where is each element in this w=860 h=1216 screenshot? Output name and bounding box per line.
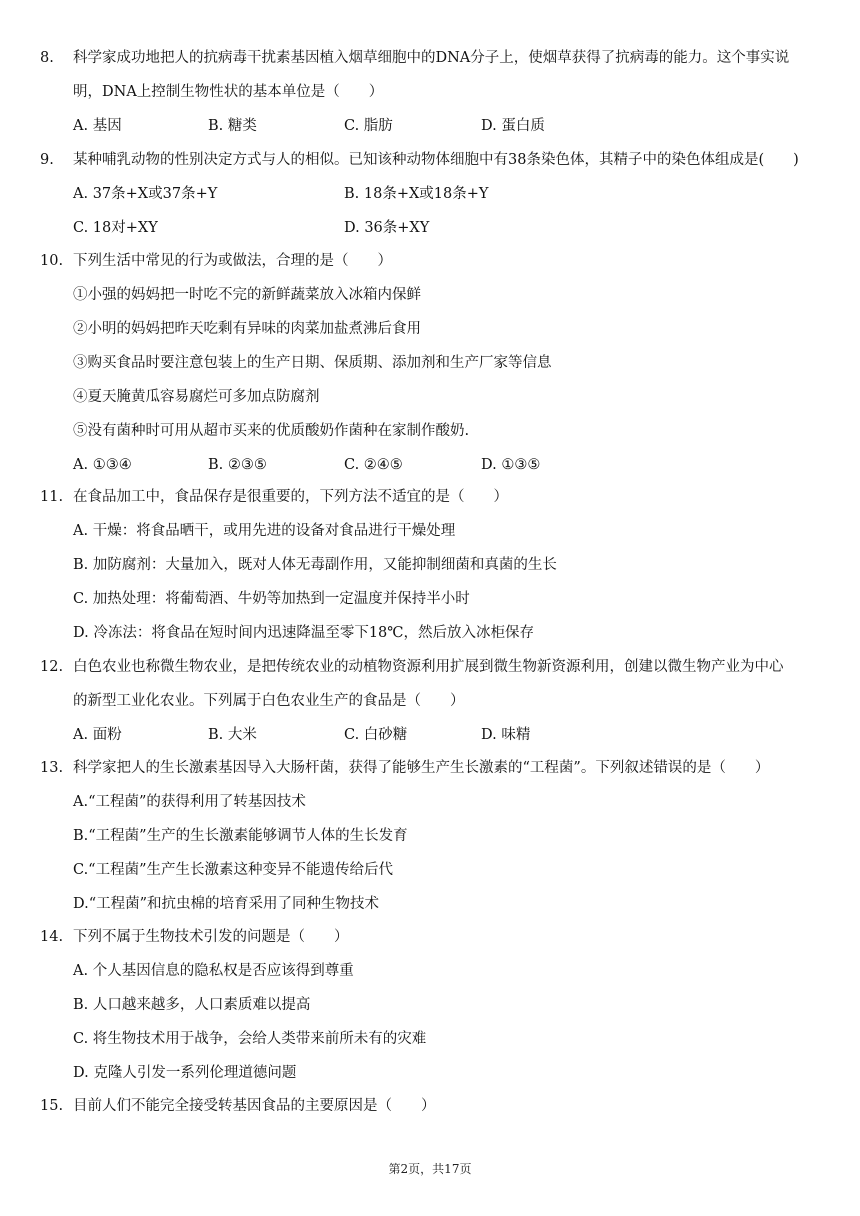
question-stem — [73, 41, 830, 109]
option-b: B. 加防腐剂：大量加入，既对人体无毒副作用，又能抑制细菌和真菌的生长 — [73, 557, 557, 573]
stem-line: 科学家把人的生长激素基因导入大肠杆菌，获得了能够生产生长激素的“工程菌”。下列叙述错误的是（ ） — [73, 760, 770, 776]
question-stem — [73, 143, 830, 177]
question-stem — [73, 244, 830, 448]
option-c: C. 将生物技术用于战争，会给人类带来前所未有的灾难 — [73, 1031, 427, 1047]
question-12 — [40, 650, 830, 752]
option-d: D. 冷冻法：将食品在短时间内迅速降温至零下18℃，然后放入冰柜保存 — [73, 625, 534, 641]
option-c: C. 白砂糖 — [344, 727, 408, 743]
options-row — [73, 448, 830, 482]
question-stem — [73, 751, 830, 785]
question-number: 11. — [40, 489, 64, 505]
question-stem — [73, 1089, 830, 1123]
option-c: C.“工程菌”生产生长激素这种变异不能遗传给后代 — [73, 862, 394, 878]
statement-2: ②小明的妈妈把昨天吃剩有异味的肉菜加盐煮沸后食用 — [73, 321, 421, 337]
question-10 — [40, 244, 830, 482]
option-a: A. ①③④ — [73, 457, 132, 473]
question-number: 9. — [40, 152, 54, 168]
statement-5: ⑤没有菌种时可用从超市买来的优质酸奶作菌种在家制作酸奶. — [73, 423, 470, 439]
option-c: C. 18对+XY — [73, 220, 158, 236]
option-a: A. 37条+X或37条+Y — [73, 186, 218, 202]
question-11 — [40, 480, 830, 650]
statement-4: ④夏天腌黄瓜容易腐烂可多加点防腐剂 — [73, 389, 320, 405]
stem-line: 下列生活中常见的行为或做法，合理的是（ ） — [73, 253, 392, 269]
stem-line: 明，DNA上控制生物性状的基本单位是（ ） — [73, 84, 384, 100]
question-number: 10. — [40, 253, 64, 269]
question-number: 13. — [40, 760, 64, 776]
stem-line: 在食品加工中，食品保存是很重要的，下列方法不适宜的是（ ） — [73, 489, 508, 505]
stem-line: 白色农业也称微生物农业，是把传统农业的动植物资源利用扩展到微生物新资源利用，创建以微生物产业为中心 — [73, 659, 784, 675]
question-14 — [40, 920, 830, 1090]
option-b: B. 大米 — [208, 727, 257, 743]
question-stem — [73, 920, 830, 954]
question-13 — [40, 751, 830, 921]
option-b: B. 人口越来越多，人口素质难以提高 — [73, 997, 311, 1013]
stem-line: 的新型工业化农业。下列属于白色农业生产的食品是（ ） — [73, 693, 465, 709]
options-row — [73, 109, 830, 143]
option-c: C. 加热处理：将葡萄酒、牛奶等加热到一定温度并保持半小时 — [73, 591, 470, 607]
stem-line: 下列不属于生物技术引发的问题是（ ） — [73, 929, 349, 945]
question-number: 8. — [40, 50, 54, 66]
option-b: B.“工程菌”生产的生长激素能够调节人体的生长发育 — [73, 828, 408, 844]
question-9 — [40, 143, 830, 245]
stem-line: 某种哺乳动物的性别决定方式与人的相似。已知该种动物体细胞中有38条染色体，其精子中的染色体组成是( ) — [73, 152, 799, 168]
option-a: A. 面粉 — [73, 727, 122, 743]
question-number: 12. — [40, 659, 64, 675]
option-b: B. ②③⑤ — [208, 457, 267, 473]
question-8 — [40, 41, 830, 143]
stem-line: 目前人们不能完全接受转基因食品的主要原因是（ ） — [73, 1098, 436, 1114]
option-b: B. 糖类 — [208, 118, 257, 134]
options-row — [73, 211, 830, 245]
option-d: D. 36条+XY — [344, 220, 430, 236]
option-d: D. 蛋白质 — [481, 118, 545, 134]
options-row — [73, 177, 830, 211]
option-c: C. 脂肪 — [344, 118, 393, 134]
question-number: 14. — [40, 929, 64, 945]
option-d: D.“工程菌”和抗虫棉的培育采用了同种生物技术 — [73, 896, 380, 912]
statement-3: ③购买食品时要注意包装上的生产日期、保质期、添加剂和生产厂家等信息 — [73, 355, 552, 371]
option-d: D. ①③⑤ — [481, 457, 541, 473]
question-stem — [73, 650, 830, 718]
question-number: 15. — [40, 1098, 64, 1114]
option-c: C. ②④⑤ — [344, 457, 403, 473]
option-a: A. 基因 — [73, 118, 122, 134]
option-b: B. 18条+X或18条+Y — [344, 186, 489, 202]
option-a: A. 个人基因信息的隐私权是否应该得到尊重 — [73, 963, 354, 979]
page-footer: 第2页，共17页 — [388, 1162, 472, 1176]
option-d: D. 克隆人引发一系列伦理道德问题 — [73, 1065, 297, 1081]
option-a: A. 干燥：将食品晒干，或用先进的设备对食品进行干燥处理 — [73, 523, 456, 539]
option-a: A.“工程菌”的获得利用了转基因技术 — [73, 794, 306, 810]
stem-line: 科学家成功地把人的抗病毒干扰素基因植入烟草细胞中的DNA分子上，使烟草获得了抗病毒的能力。这个事实说 — [73, 50, 790, 66]
question-15 — [40, 1089, 830, 1123]
options-row — [73, 718, 830, 752]
question-stem — [73, 480, 830, 514]
option-d: D. 味精 — [481, 727, 531, 743]
statement-1: ①小强的妈妈把一时吃不完的新鲜蔬菜放入冰箱内保鲜 — [73, 287, 421, 303]
